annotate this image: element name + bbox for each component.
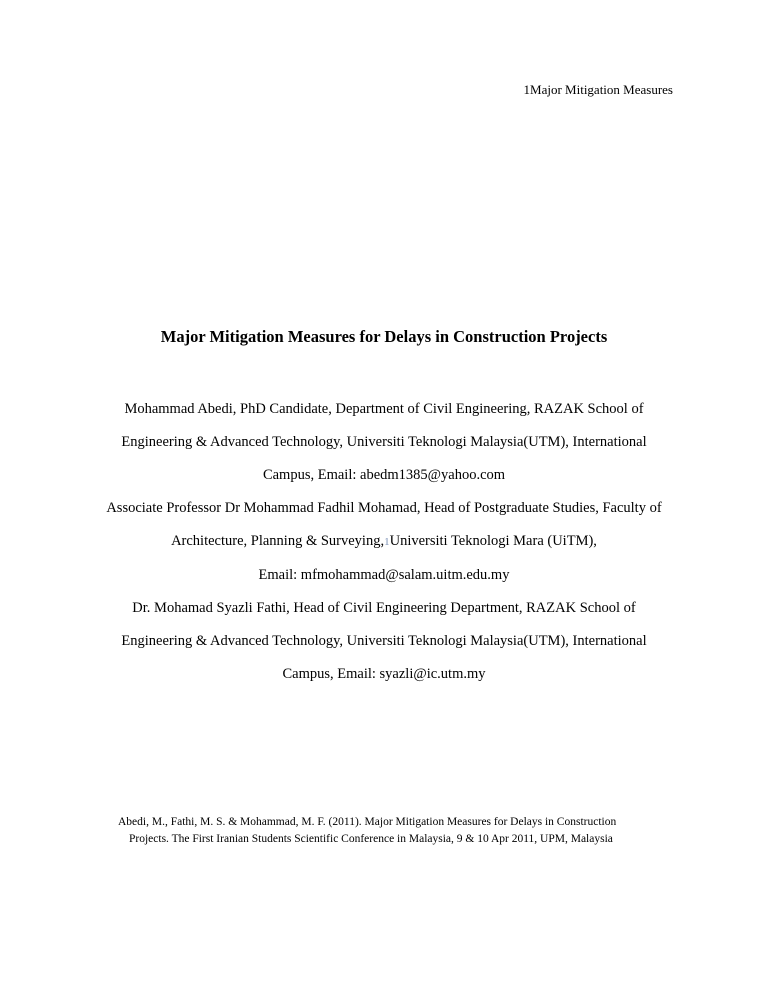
running-title: Major Mitigation Measures [530, 82, 673, 97]
author-3-line-2: Engineering & Advanced Technology, Universiti Teknologi Malaysia(UTM), International [121, 633, 647, 649]
citation [118, 814, 678, 848]
author-2-line-2-start: Architecture, Planning & Surveying, [171, 533, 385, 549]
footnote-marker: 1 [384, 536, 390, 548]
author-2-line-3: Email: mfmohammad@salam.uitm.edu.my [258, 567, 510, 583]
citation-line-1: Abedi, M., Fathi, M. S. & Mohammad, M. F. (2011). Major Mitigation Measures for Delays in Construction [118, 816, 617, 828]
author-3-line-3: Campus, Email: syazli@ic.utm.my [282, 666, 486, 682]
author-3-line-1: Dr. Mohamad Syazli Fathi, Head of Civil Engineering Department, RAZAK School of [132, 600, 636, 616]
running-header [524, 82, 673, 98]
page-number: 1 [523, 82, 531, 97]
author-1-line-1: Mohammad Abedi, PhD Candidate, Department of Civil Engineering, RAZAK School of [124, 401, 644, 417]
author-2-line-2 [80, 525, 688, 559]
citation-line-2: Projects. The First Iranian Students Scientific Conference in Malaysia, 9 & 10 Apr 2011, UPM, Malaysia [129, 833, 613, 845]
paper-title: Major Mitigation Measures for Delays in Construction Projects [160, 327, 608, 346]
author-block [80, 393, 688, 691]
author-2-line-1: Associate Professor Dr Mohammad Fadhil Mohamad, Head of Postgraduate Studies, Faculty of [106, 500, 662, 516]
author-1-line-2: Engineering & Advanced Technology, Universiti Teknologi Malaysia(UTM), International [121, 434, 647, 450]
author-1-line-3: Campus, Email: abedm1385@yahoo.com [262, 467, 506, 483]
author-2-line-2-end: Universiti Teknologi Mara (UiTM), [389, 533, 597, 549]
